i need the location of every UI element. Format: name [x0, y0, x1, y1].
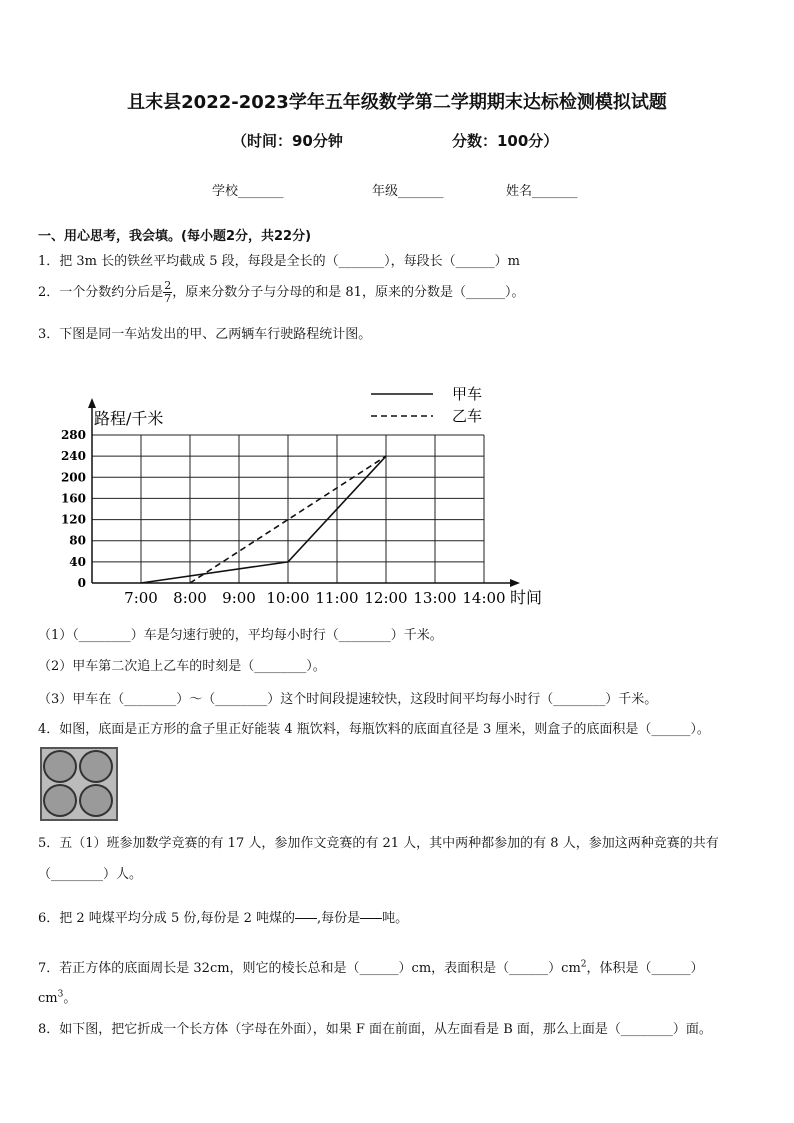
question-6-part-a: 6．把 2 吨煤平均分成 5 份,每份是 2 吨煤的 [38, 911, 296, 926]
fraction [163, 280, 172, 305]
x-tick-label: 12:00 [364, 589, 408, 607]
question-1: 1．把 3m 长的铁丝平均截成 5 段，每段是全长的（_______），每段长（______）m [38, 254, 520, 269]
blank-fraction [295, 910, 317, 927]
blank-numerator [295, 910, 317, 919]
y-tick-label: 240 [60, 449, 86, 464]
question-3-1: （1）（________）车是匀速行驶的，平均每小时行（________）千米。 [38, 628, 443, 643]
question-5-line-2: （________）人。 [38, 867, 143, 882]
y-tick-label: 160 [60, 491, 86, 506]
y-tick-label: 120 [60, 512, 86, 527]
blank-denominator [360, 919, 382, 927]
x-tick-label: 13:00 [413, 589, 457, 607]
question-6-part-b: ,每份是 [317, 911, 361, 926]
fraction-numerator: 2 [164, 279, 172, 292]
question-3-2: （2）甲车第二次追上乙车的时刻是（________）。 [38, 659, 326, 674]
school-field: 学校_______ [212, 184, 284, 199]
fraction-denominator: 7 [164, 292, 172, 305]
bottle-circle [79, 750, 113, 783]
x-tick-labels [124, 589, 505, 607]
question-3: 3．下图是同一车站发出的甲、乙两辆车行驶路程统计图。 [38, 327, 372, 342]
question-2-suffix: ，原来分数分子与分母的和是 81，原来的分数是（______）。 [172, 285, 525, 300]
bottle-circle [79, 784, 113, 817]
question-7-end: 。 [63, 991, 77, 1006]
x-axis-arrow [510, 579, 520, 587]
x-tick-label: 14:00 [462, 589, 506, 607]
y-tick-label: 40 [69, 554, 86, 569]
question-4: 4．如图，底面是正方形的盒子里正好能装 4 瓶饮料，每瓶饮料的底面直径是 3 厘米，则盒子的底面积是（______）。 [38, 722, 710, 737]
question-7-unit: cm [38, 991, 58, 1006]
question-2-prefix: 2．一个分数约分后是 [38, 285, 164, 300]
x-tick-label: 8:00 [173, 589, 207, 607]
y-tick-label: 0 [77, 576, 86, 590]
superscript-3: 3 [57, 989, 64, 1000]
question-7-line-1 [38, 957, 704, 976]
blank-fraction [360, 910, 382, 927]
question-7-text: 7．若正方体的底面周长是 32cm，则它的棱长总和是（______）cm，表面积是（______）cm [38, 961, 581, 976]
bottle-circle [43, 750, 77, 783]
box-with-bottles-figure [40, 747, 118, 821]
section-heading: 一、用心思考，我会填。(每小题2分，共22分) [38, 229, 312, 244]
page-title: 且末县2022-2023学年五年级数学第二学期期末达标检测模拟试题 [127, 92, 667, 113]
exam-time: （时间：90分钟 [232, 132, 343, 150]
y-tick-label: 200 [60, 470, 86, 485]
grade-field: 年级_______ [372, 184, 444, 199]
y-tick-label: 80 [69, 533, 86, 548]
question-2 [38, 280, 524, 305]
blank-denominator [295, 919, 317, 927]
x-tick-label: 10:00 [266, 589, 310, 607]
question-3-3: （3）甲车在（________）～（________）这个时间段提速较快，这段时间平均每小时行（________）千米。 [38, 692, 658, 707]
superscript-2: 2 [580, 959, 587, 970]
chart-legend [371, 385, 482, 425]
x-tick-label: 7:00 [124, 589, 158, 607]
name-field: 姓名_______ [506, 184, 578, 199]
x-axis-label: 时间 [510, 588, 543, 607]
question-7-tail: ，体积是（______） [586, 961, 704, 976]
y-tick-label: 280 [60, 428, 86, 442]
y-tick-labels [61, 428, 86, 590]
x-tick-label: 9:00 [222, 589, 256, 607]
question-7-line-2 [38, 987, 76, 1006]
legend-label: 乙车 [452, 407, 483, 425]
question-8: 8．如下图，把它折成一个长方体（字母在外面），如果 F 面在前面，从左面看是 B 面，那么上面是（________）面。 [38, 1022, 712, 1037]
distance-time-chart [38, 378, 558, 610]
legend-label: 甲车 [452, 385, 483, 403]
y-axis-label: 路程/千米 [94, 409, 164, 428]
bottle-circle [43, 784, 77, 817]
question-5-line-1: 5．五（1）班参加数学竞赛的有 17 人，参加作文竞赛的有 21 人，其中两种都参加的有 8 人，参加这两种竞赛的共有 [38, 836, 719, 851]
question-6-part-c: 吨。 [382, 911, 409, 926]
question-6 [38, 907, 408, 927]
y-axis-arrow [88, 398, 96, 408]
x-tick-label: 11:00 [315, 589, 359, 607]
exam-score: 分数：100分） [452, 132, 559, 150]
blank-numerator [360, 910, 382, 919]
